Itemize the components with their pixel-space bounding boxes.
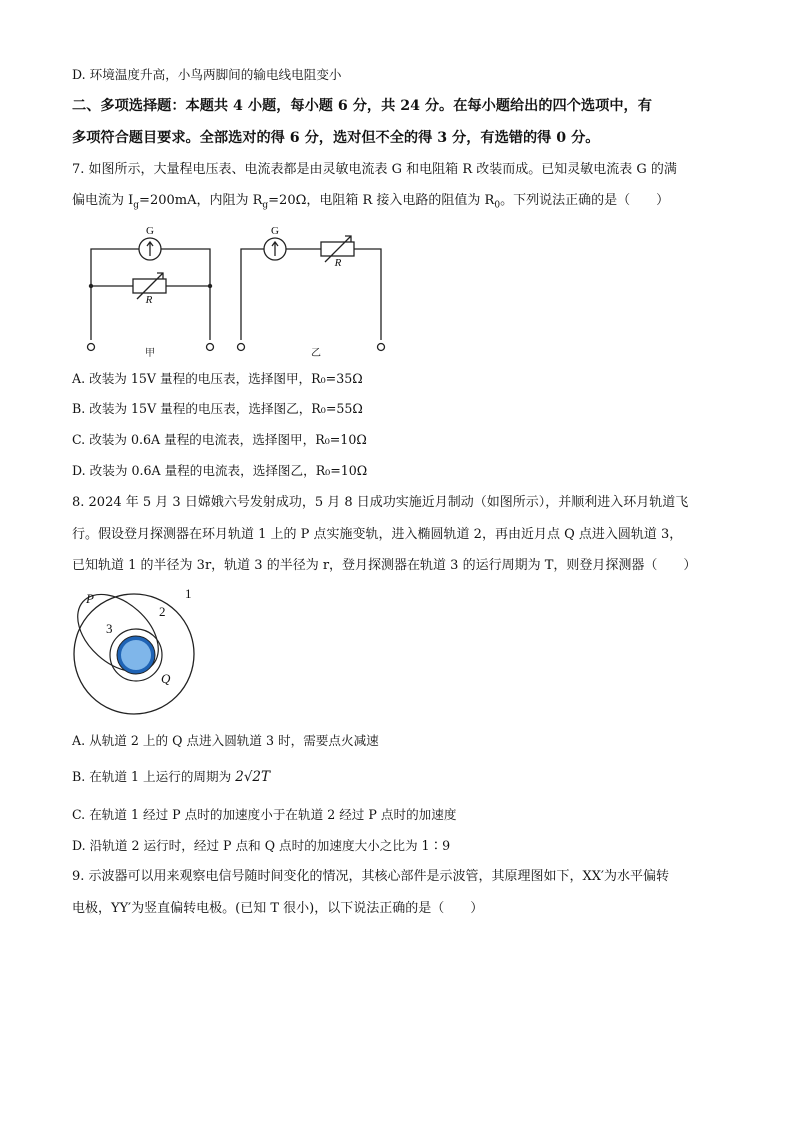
galvanometer-label-left: G	[146, 225, 154, 237]
q7-stem-part-b: =200mA，内阻为 R	[139, 193, 263, 208]
q8-option-b-formula: 2√2T	[235, 769, 271, 785]
q8-option-b-text: B. 在轨道 1 上运行的周期为	[72, 769, 232, 784]
q7-option-a: A. 改装为 15V 量程的电压表，选择图甲，R₀=35Ω	[72, 371, 363, 386]
junction-dot	[89, 284, 93, 288]
q8-stem-line-3: 已知轨道 1 的半径为 3r，轨道 3 的半径为 r，登月探测器在轨道 3 的运行周期为 T，则登月探测器（ ）	[72, 558, 697, 573]
q7-option-d: D. 改装为 0.6A 量程的电流表，选择图乙，R₀=10Ω	[72, 463, 368, 478]
q8-stem-line-2: 行。假设登月探测器在环月轨道 1 上的 P 点实施变轨，进入椭圆轨道 2，再由近月点 Q 点进入圆轨道 3，	[72, 527, 683, 542]
section-title-line-1: 二、多项选择题：本题共 4 小题，每小题 6 分，共 24 分。在每小题给出的四个选项中，有	[72, 98, 652, 114]
subscript-0: 0	[494, 200, 501, 211]
q7-option-b: B. 改装为 15V 量程的电压表，选择图乙，R₀=55Ω	[72, 401, 363, 416]
q6-option-d: D. 环境温度升高，小鸟两脚间的输电线电阻变小	[72, 67, 342, 82]
q8-stem-line-1: 8. 2024 年 5 月 3 日嫦娥六号发射成功，5 月 8 日成功实施近月制动（如图所示），并顺利进入环月轨道飞	[72, 495, 689, 510]
galvanometer-label-right: G	[271, 225, 279, 237]
q7-stem-part-c: =20Ω，电阻箱 R 接入电路的阻值为 R	[268, 193, 495, 208]
q8-option-d: D. 沿轨道 2 运行时，经过 P 点和 Q 点时的加速度大小之比为 1∶9	[72, 838, 451, 853]
subscript-g: g	[133, 200, 140, 211]
q7-option-c: C. 改装为 0.6A 量程的电流表，选择图甲，R₀=10Ω	[72, 432, 367, 447]
orbit-label-p: P	[86, 591, 94, 606]
q7-stem-line-1: 7. 如图所示，大量程电压表、电流表都是由灵敏电流表 G 和电阻箱 R 改装而成。已知灵敏电流表 G 的满	[72, 162, 677, 177]
resistor-label-left: R	[145, 294, 153, 306]
q8-option-a: A. 从轨道 2 上的 Q 点进入圆轨道 3 时，需要点火减速	[72, 733, 379, 748]
q7-stem-part-d: 。下列说法正确的是（ ）	[500, 193, 670, 208]
orbit-label-q: Q	[161, 671, 171, 686]
resistor-label-right: R	[334, 257, 342, 269]
junction-dot	[208, 284, 212, 288]
subscript-g: g	[262, 200, 269, 211]
q8-option-c: C. 在轨道 1 经过 P 点时的加速度小于在轨道 2 经过 P 点时的加速度	[72, 807, 457, 822]
q7-stem-part-a: 偏电流为 I	[72, 193, 134, 208]
figure-caption-jia: 甲	[145, 348, 155, 359]
orbit-label-3: 3	[106, 621, 113, 636]
orbit-label-2: 2	[159, 604, 166, 619]
q9-stem-line-1: 9. 示波器可以用来观察电信号随时间变化的情况，其核心部件是示波管，其原理图如下，XX′为水平偏转	[72, 869, 669, 884]
figure-caption-yi: 乙	[311, 348, 321, 359]
q8-option-b	[72, 768, 270, 786]
q9-stem-line-2: 电极，YY′为竖直偏转电极。(已知 T 很小)，以下说法正确的是（ ）	[72, 901, 484, 916]
orbit-diagram	[63, 579, 194, 714]
section-title-line-2: 多项符合题目要求。全部选对的得 6 分，选对但不全的得 3 分，有选错的得 0 分。	[72, 130, 600, 146]
moon	[121, 640, 151, 670]
orbit-label-1: 1	[185, 586, 192, 601]
